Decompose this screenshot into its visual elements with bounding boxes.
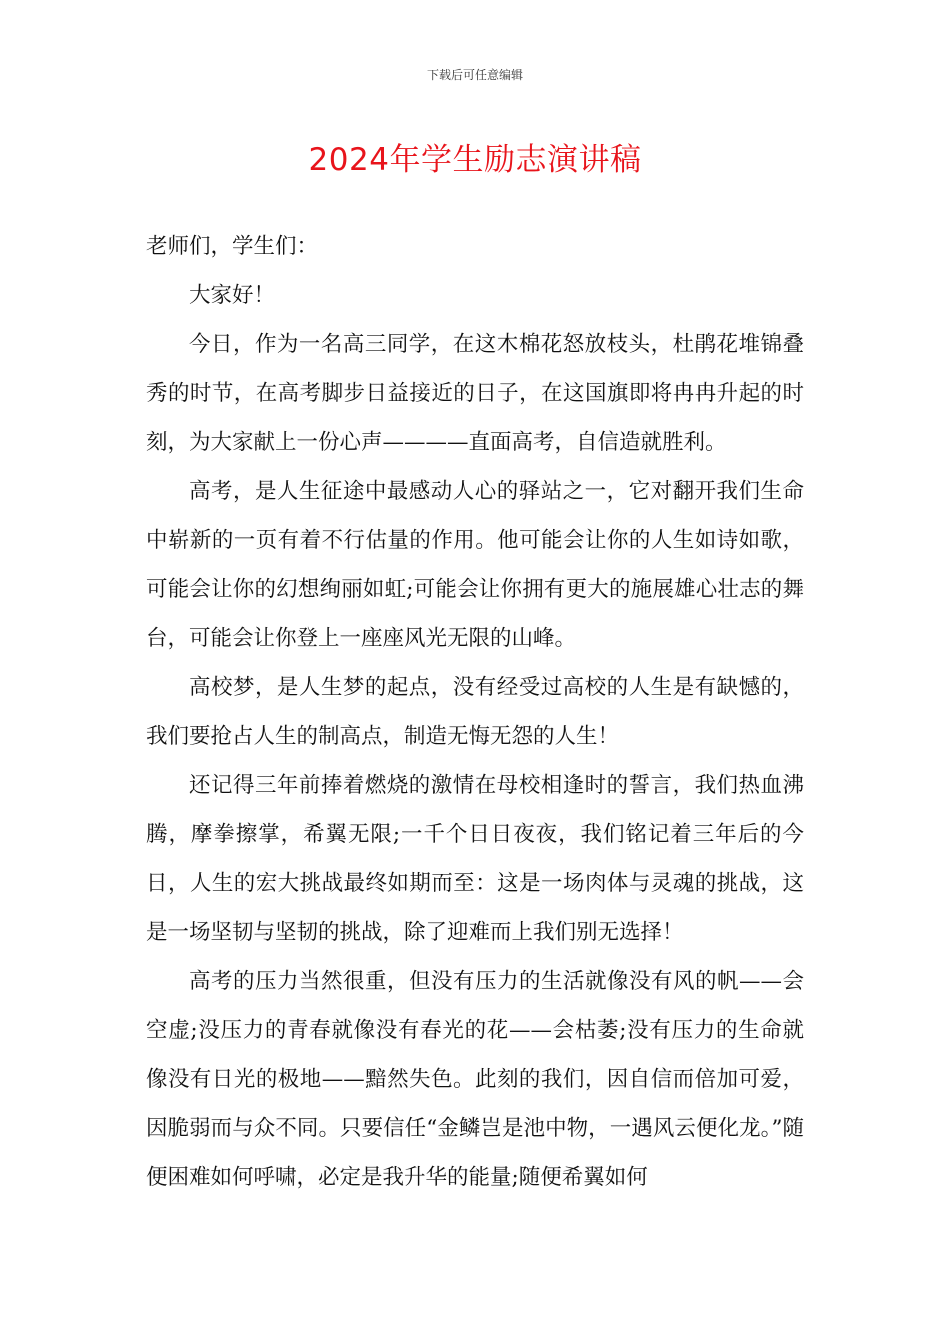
paragraph-intro: 今日，作为一名高三同学，在这木棉花怒放枝头，杜鹃花堆锦叠秀的时节，在高考脚步日益接近的日子，在这国旗即将冉冉升起的时刻，为大家献上一份心声————直面高考，自信造就胜利。 xyxy=(146,332,804,455)
paragraph-gaokao: 高考，是人生征途中最感动人心的驿站之一，它对翻开我们生命中崭新的一页有着不行估量的作用。他可能会让你的人生如诗如歌，可能会让你的幻想绚丽如虹;可能会让你拥有更大的施展雄心壮志的舞台，可能会让你登上一座座风光无限的山峰。 xyxy=(146,479,804,651)
salutation: 老师们，学生们： xyxy=(146,234,319,259)
document-title: 2024年学生励志演讲稿 xyxy=(308,142,642,178)
document-body xyxy=(146,222,804,1202)
paragraph-pressure: 高考的压力当然很重，但没有压力的生活就像没有风的帆——会空虚;没压力的青春就像没有春光的花——会枯萎;没有压力的生命就像没有日光的极地——黯然失色。此刻的我们，因自信而倍加可爱，因脆弱而与众不同。只要信任“金鳞岂是池中物，一遇风云便化龙。”随便困难如何呼啸，必定是我升华的能量;随便希翼如何 xyxy=(146,969,804,1190)
paragraph-greeting: 大家好！ xyxy=(189,283,276,308)
header-note: 下载后可任意编辑 xyxy=(426,68,523,82)
paragraph-college-dream: 高校梦，是人生梦的起点，没有经受过高校的人生是有缺憾的，我们要抢占人生的制高点，制造无悔无怨的人生！ xyxy=(146,675,804,749)
paragraph-memory: 还记得三年前捧着燃烧的激情在母校相逢时的誓言，我们热血沸腾，摩拳擦掌，希翼无限;一千个日日夜夜，我们铭记着三年后的今日，人生的宏大挑战最终如期而至：这是一场肉体与灵魂的挑战，这是一场坚韧与坚韧的挑战，除了迎难而上我们别无选择！ xyxy=(146,773,804,945)
